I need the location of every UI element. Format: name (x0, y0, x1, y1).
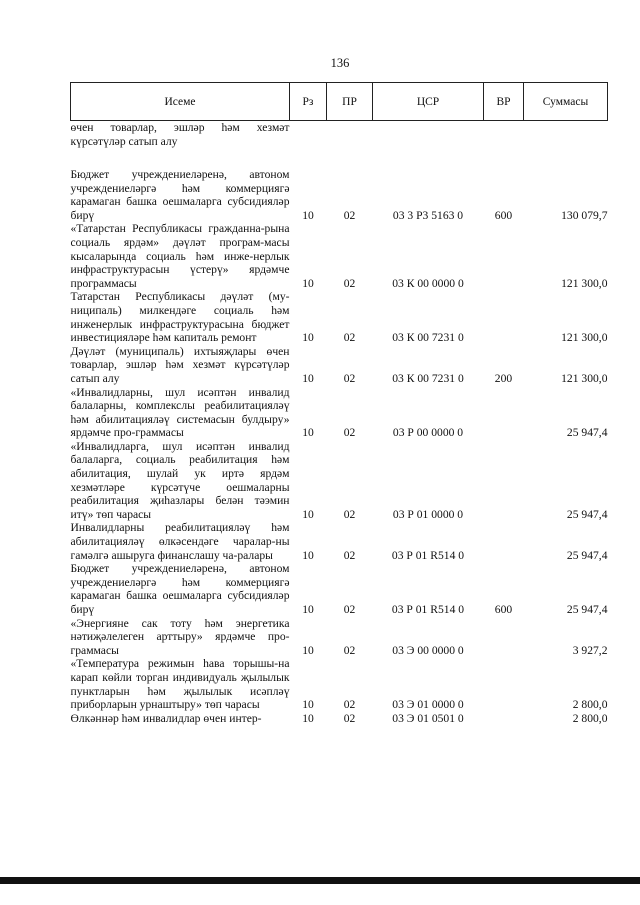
row-name: Өлкәннәр һәм инвалидлар өчен интер- (70, 711, 262, 725)
row-sum (524, 121, 608, 169)
row-rz: 10 (302, 548, 314, 562)
table-row (71, 168, 608, 222)
row-csr: 03 3 Р3 5163 0 (392, 208, 464, 222)
row-csr: 03 К 00 0000 0 (392, 276, 464, 290)
row-pr: 02 (343, 331, 356, 345)
row-rz: 10 (302, 371, 314, 385)
row-name: Инвалидларны реабилитацияләү һәм абилитацияләү өлкәсендәге чаралар-ны гамәлгә ашыруга финанслашу ча-ралары (70, 521, 290, 562)
row-pr: 02 (343, 698, 356, 712)
row-vr (484, 617, 524, 658)
row-name: «Инвалидларны, шул исәптән инвалид балаларны, комплекслы реабилитацияләү һәм абилитацияләү системасын булдыру» ярдәмче про-граммасы (70, 385, 290, 440)
row-name: Дәүләт (муниципаль) ихтыяҗлары өчен товарлар, эшләр һәм хезмәт күрсәтүләр сатып алу (70, 344, 290, 385)
column-header-rz: Рз (290, 83, 327, 121)
row-vr: 200 (494, 371, 513, 385)
table-row (71, 386, 608, 440)
row-sum: 130 079,7 (561, 208, 608, 222)
row-sum: 3 927,2 (572, 643, 608, 657)
row-csr: 03 Э 01 0501 0 (392, 711, 464, 725)
row-pr (327, 121, 373, 169)
row-csr: 03 К 00 7231 0 (392, 371, 464, 385)
table-row (71, 121, 608, 169)
row-rz: 10 (302, 507, 314, 521)
row-csr: 03 Р 01 0000 0 (392, 507, 464, 521)
row-rz: 10 (302, 331, 314, 345)
row-vr (484, 222, 524, 290)
table-row (71, 712, 608, 726)
row-sum: 2 800,0 (572, 698, 608, 712)
column-header-sum: Суммасы (524, 83, 608, 121)
row-pr: 02 (343, 711, 356, 725)
row-sum: 25 947,4 (566, 548, 608, 562)
row-vr (484, 386, 524, 440)
row-pr: 02 (343, 208, 356, 222)
row-name: «Температура режимын һава торышы-на карап көйли торган индивидуаль җылылык пунктларын һәм җылылык исәпләү приборларын урнаштыру» төп чарасы (70, 657, 290, 712)
table-row (71, 440, 608, 522)
row-name: Бюджет учреждениеләренә, автоном учреждениеләргә һәм коммерциягә карамаган башка оешмаларга субсидияләр бирү (70, 168, 290, 222)
row-pr: 02 (343, 507, 356, 521)
column-header-vr: ВР (484, 83, 524, 121)
row-vr: 600 (494, 208, 513, 222)
row-sum: 25 947,4 (566, 603, 608, 616)
budget-table (70, 82, 608, 725)
row-sum: 25 947,4 (566, 507, 608, 521)
row-name: өчен товарлар, эшләр һәм хезмәт күрсәтүләр сатып алу (70, 121, 290, 148)
row-vr (484, 657, 524, 711)
row-rz: 10 (302, 426, 314, 440)
row-pr: 02 (343, 371, 356, 385)
table-header-row (71, 83, 608, 121)
column-header-pr: ПР (327, 83, 373, 121)
page-number: 136 (330, 56, 350, 70)
table-row (71, 562, 608, 616)
row-pr: 02 (343, 643, 356, 657)
table-row (71, 521, 608, 562)
row-pr: 02 (343, 276, 356, 290)
row-sum: 2 800,0 (572, 711, 608, 725)
row-csr: 03 Э 00 0000 0 (392, 643, 464, 657)
row-pr: 02 (343, 426, 356, 440)
row-rz: 10 (302, 276, 314, 290)
row-csr: 03 Р 00 0000 0 (392, 426, 464, 440)
row-name: Бюджет учреждениеләренә, автоном учреждениеләргә һәм коммерциягә карамаган башка оешмаларга субсидияләр бирү (70, 562, 290, 616)
table-row (71, 617, 608, 658)
table-row (71, 345, 608, 386)
row-name: «Энергияне сак тоту һәм энергетика нәтиҗәлелеген арттыру» ярдәмче про-граммасы (70, 616, 290, 657)
table-row (71, 657, 608, 711)
column-header-name: Исеме (71, 83, 290, 121)
row-sum: 25 947,4 (566, 426, 608, 440)
table-row (71, 290, 608, 344)
column-header-csr: ЦСР (373, 83, 484, 121)
row-rz: 10 (302, 698, 314, 712)
row-vr: 600 (494, 603, 513, 616)
row-csr: 03 К 00 7231 0 (392, 331, 464, 345)
row-rz: 10 (302, 603, 314, 616)
row-sum: 121 300,0 (561, 371, 608, 385)
row-rz (290, 121, 327, 169)
row-vr (484, 290, 524, 344)
row-sum: 121 300,0 (561, 276, 608, 290)
row-vr (484, 121, 524, 169)
row-rz: 10 (302, 711, 314, 725)
row-rz: 10 (302, 643, 314, 657)
row-pr: 02 (343, 548, 356, 562)
row-name: Татарстан Республикасы дәүләт (му-ниципаль) милкендәге социаль һәм инженерлык инфраструктурасына бюджет инвестицияләре һәм капиталь ремонт (70, 290, 290, 345)
row-name: «Инвалидларга, шул исәптән инвалид балаларга, социаль реабилитация һәм абилитация, шулай ук иртә ярдәм хезмәтләре күрсәтүче оешмаларны реабилитация җиһазлары белән тәэмин итү» төп чарасы (70, 439, 290, 521)
table-row (71, 222, 608, 290)
row-sum: 121 300,0 (561, 331, 608, 345)
row-name: «Татарстан Республикасы гражданна-рына социаль ярдәм» дәүләт програм-масы кысаларында социаль һәм инже-нерлык инфраструктурасын үстерү» ярдәмче программасы (70, 222, 290, 290)
row-rz: 10 (302, 208, 314, 222)
row-csr (373, 121, 484, 169)
row-vr (484, 521, 524, 562)
row-pr: 02 (343, 603, 356, 616)
row-csr: 03 Э 01 0000 0 (392, 698, 464, 712)
row-csr: 03 Р 01 R514 0 (391, 548, 465, 562)
row-vr (484, 440, 524, 522)
page-bottom-border (0, 877, 640, 884)
row-vr (484, 712, 524, 726)
row-csr: 03 Р 01 R514 0 (391, 603, 465, 616)
